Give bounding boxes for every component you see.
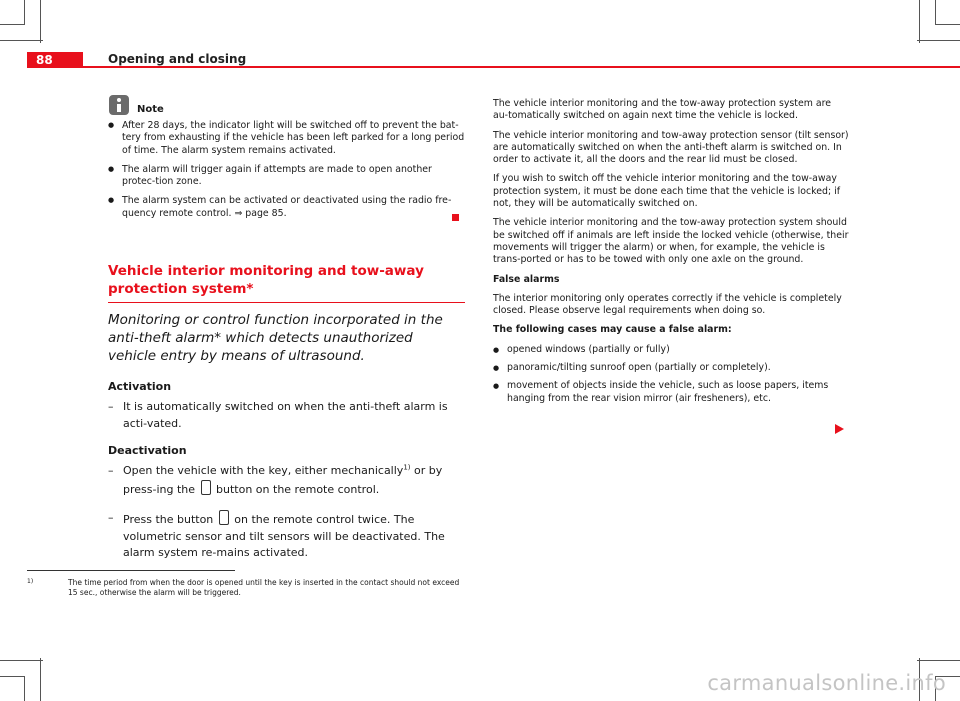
step-dash: – [108, 511, 114, 525]
lock-key-icon [219, 510, 229, 525]
page-reference-link[interactable]: ⇒ page 85. [234, 207, 287, 219]
note-bullet: ● The alarm system can be activated or deactivated using the radio fre-quency remote control. ⇒ page 85. [108, 194, 465, 220]
crop-mark [0, 660, 43, 661]
crop-mark [919, 0, 920, 43]
body-paragraph: The vehicle interior monitoring and tow-away protection sensor (tilt sensor) are automatically switched on when the anti-theft alarm is switched on. In order to activate it, all the doors and the rear lid must be closed. [493, 129, 849, 166]
deactivation-step: – Open the vehicle with the key, either mechanically$^{1)}$ or by press-ing the button on the remote control. [108, 463, 443, 496]
body-paragraph: The vehicle interior monitoring and the tow-away protection system should be switched off if animals are left inside the locked vehicle (otherwise, their movements will trigger the alarm) or when, for example, the vehicle is trans-ported or has to be towed with only one axle on the ground. [493, 217, 849, 266]
crop-mark [935, 0, 936, 25]
activation-heading: Activation [108, 380, 172, 394]
page-number: 88 [36, 53, 53, 67]
section-end-marker [452, 214, 459, 221]
body-paragraph: If you wish to switch off the vehicle interior monitoring and the tow-away protection system, it must be done each time that the vehicle is locked; if not, they will be automatically switched on. [493, 173, 840, 210]
info-note-icon [109, 95, 129, 115]
crop-mark [24, 676, 25, 701]
continue-arrow-icon [835, 424, 844, 434]
step-dash: – [108, 464, 114, 478]
note-body [108, 119, 465, 220]
crop-mark [917, 40, 960, 41]
body-paragraph: The interior monitoring only operates correctly if the vehicle is completely closed. Please observe legal requirements when doing so. [493, 292, 842, 317]
note-bullet: ● After 28 days, the indicator light will be switched off to prevent the bat-tery from exhausting if the vehicle has been left parked for a long period of time. The alarm system remains activated. [108, 119, 465, 157]
footnote-text: The time period from when the door is opened until the key is inserted in the contact should not exceed 15 sec., otherwise the alarm will be triggered. [68, 578, 460, 597]
bullet-icon: ● [493, 382, 500, 391]
activation-step: – It is automatically switched on when the anti-theft alarm is acti-vated. [108, 400, 448, 430]
crop-mark [40, 0, 41, 43]
section-rule [108, 302, 465, 303]
list-item: ● movement of objects inside the vehicle, such as loose papers, items hanging from the rear vision mirror (air fresheners), etc. [493, 380, 829, 404]
false-alarms-heading: False alarms [493, 273, 560, 285]
crop-mark [917, 660, 960, 661]
footnote-rule [27, 570, 235, 571]
crop-mark [935, 24, 960, 25]
footnote [27, 578, 467, 597]
bullet-icon: ● [493, 364, 500, 373]
step-dash: – [108, 400, 114, 414]
crop-mark [24, 0, 25, 25]
body-paragraph: The vehicle interior monitoring and the tow-away protection system are au-tomatically switched on again next time the vehicle is locked. [493, 98, 831, 122]
crop-mark [40, 658, 41, 701]
unlock-key-icon [201, 480, 211, 495]
watermark: carmanualsonline.info [707, 671, 946, 695]
crop-mark [0, 676, 25, 677]
left-column [108, 95, 465, 571]
cases-heading: The following cases may cause a false alarm: [493, 324, 732, 336]
crop-mark [0, 40, 43, 41]
deactivation-step: – Press the button on the remote control twice. The volumetric sensor and tilt sensors will be deactivated. The alarm system re-mains activated. [108, 511, 445, 560]
footnote-mark: 1) [27, 578, 34, 585]
footnote-ref: 1) [403, 463, 411, 472]
list-item: ● opened windows (partially or fully) [493, 343, 670, 355]
crop-mark [0, 24, 25, 25]
note-bullet: ● The alarm will trigger again if attempts are made to open another protec-tion zone. [108, 163, 465, 189]
chapter-title: Opening and closing [108, 52, 247, 66]
note-title: Note [137, 103, 164, 115]
section-title: Vehicle interior monitoring and tow-away protection system* [108, 263, 424, 298]
deactivation-heading: Deactivation [108, 444, 187, 458]
list-item: ● panoramic/tilting sunroof open (partially or completely). [493, 362, 771, 374]
bullet-icon: ● [493, 345, 500, 354]
section-intro: Monitoring or control function incorporated in the anti-theft alarm* which detects unauthorized vehicle entry by means of ultrasound. [108, 312, 443, 365]
note-header [109, 95, 465, 115]
right-column [493, 98, 849, 411]
